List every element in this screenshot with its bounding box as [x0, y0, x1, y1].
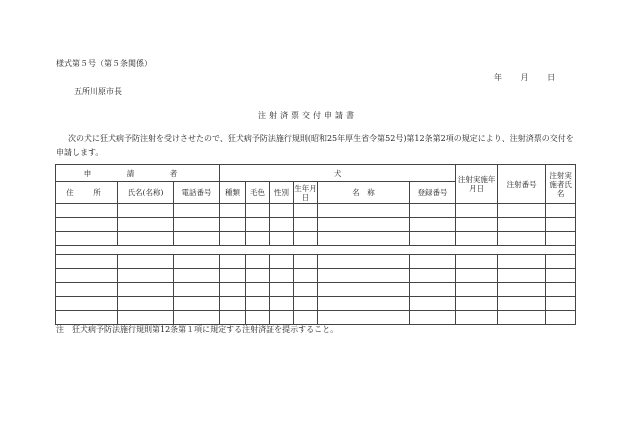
header-phone: 電話番号	[174, 182, 220, 204]
header-birth-date: 生年月日	[294, 183, 317, 202]
header-name: 氏名(名称)	[118, 182, 174, 204]
document-title: 注射済票交付申請書	[258, 111, 357, 120]
header-injection-date: 注射実施年月日	[456, 165, 498, 204]
header-breed: 種類	[220, 182, 246, 204]
table-row	[56, 283, 576, 297]
header-applicant: 申 請 者	[56, 165, 220, 182]
table-row	[56, 218, 576, 232]
header-dog: 犬	[220, 165, 456, 182]
header-injection-number: 注射番号	[498, 165, 546, 204]
date-line	[494, 72, 555, 83]
table-row	[56, 255, 576, 269]
header-sex: 性別	[270, 182, 294, 204]
application-table	[55, 164, 576, 325]
header-dog-name: 名 称	[318, 182, 410, 204]
date-day-label: 日	[547, 73, 556, 82]
addressee: 五所川原市長	[74, 87, 122, 96]
date-month-label: 月	[520, 73, 529, 82]
form-number: 様式第５号（第５条関係）	[56, 59, 152, 68]
footnote: 注 狂犬病予防法施行規則第12条第１項に規定する注射済証を提示すること。	[56, 325, 339, 334]
header-injected-by: 注射実施者氏名	[546, 165, 576, 204]
table-row	[56, 269, 576, 283]
header-registration-number: 登録番号	[410, 182, 456, 204]
header-color: 毛色	[246, 182, 270, 204]
date-year-label: 年	[494, 73, 502, 82]
header-row-groups	[56, 165, 576, 182]
header-address: 住 所	[56, 182, 118, 204]
table-row	[56, 297, 576, 311]
table-row	[56, 311, 576, 325]
table-gap	[56, 246, 576, 255]
table-row	[56, 204, 576, 218]
table-row	[56, 232, 576, 246]
body-text: 次の犬に狂犬病予防注射を受けさせたので、狂犬病予防法施行規則(昭和25年厚生省令第52号)第12条第2項の規定により、注射済票の交付を申請します。	[56, 134, 574, 157]
